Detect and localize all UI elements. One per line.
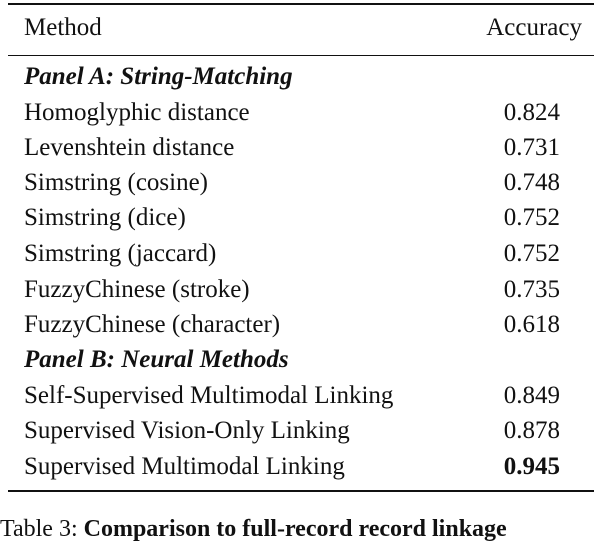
row-method: Supervised Vision-Only Linking <box>24 417 350 444</box>
row-method: Self-Supervised Multimodal Linking <box>24 382 394 409</box>
row-accuracy: 0.824 <box>503 99 560 126</box>
panel-b-title-row <box>8 342 594 377</box>
row-accuracy: 0.731 <box>503 134 560 161</box>
caption-label: Table 3: <box>0 516 78 542</box>
table-row <box>8 200 594 235</box>
table-header-row <box>8 10 594 45</box>
table-caption <box>0 510 602 542</box>
table-row <box>8 95 594 130</box>
row-accuracy-best: 0.945 <box>503 453 560 480</box>
row-method: Supervised Multimodal Linking <box>24 453 345 480</box>
table-row <box>8 378 594 413</box>
table-row <box>8 413 594 448</box>
table-top-rule <box>8 3 594 5</box>
row-accuracy: 0.849 <box>503 382 560 409</box>
row-accuracy: 0.752 <box>503 240 560 267</box>
row-method: Homoglyphic distance <box>24 99 250 126</box>
row-accuracy: 0.752 <box>503 204 560 231</box>
row-accuracy: 0.735 <box>503 276 560 303</box>
table-header-rule <box>8 55 594 56</box>
table-bottom-rule <box>8 490 594 492</box>
row-method: Simstring (cosine) <box>24 169 209 196</box>
row-method: Simstring (jaccard) <box>24 240 217 267</box>
row-accuracy: 0.618 <box>503 311 560 338</box>
panel-a-title-row <box>8 59 594 94</box>
row-method: FuzzyChinese (character) <box>24 311 281 338</box>
row-accuracy: 0.748 <box>503 169 560 196</box>
table-row <box>8 130 594 165</box>
row-accuracy: 0.878 <box>503 417 560 444</box>
row-method: FuzzyChinese (stroke) <box>24 276 250 303</box>
panel-a-title: Panel A: String-Matching <box>24 63 293 90</box>
table-row <box>8 165 594 200</box>
row-method: Levenshtein distance <box>24 134 235 161</box>
header-method: Method <box>24 14 102 41</box>
header-accuracy: Accuracy <box>486 14 582 41</box>
panel-b-title: Panel B: Neural Methods <box>24 346 289 373</box>
row-method: Simstring (dice) <box>24 204 186 231</box>
table-row <box>8 272 594 307</box>
table-row <box>8 449 594 484</box>
table-row <box>8 236 594 271</box>
caption-title: Comparison to full-record record linkage <box>83 516 507 542</box>
table-row <box>8 307 594 342</box>
